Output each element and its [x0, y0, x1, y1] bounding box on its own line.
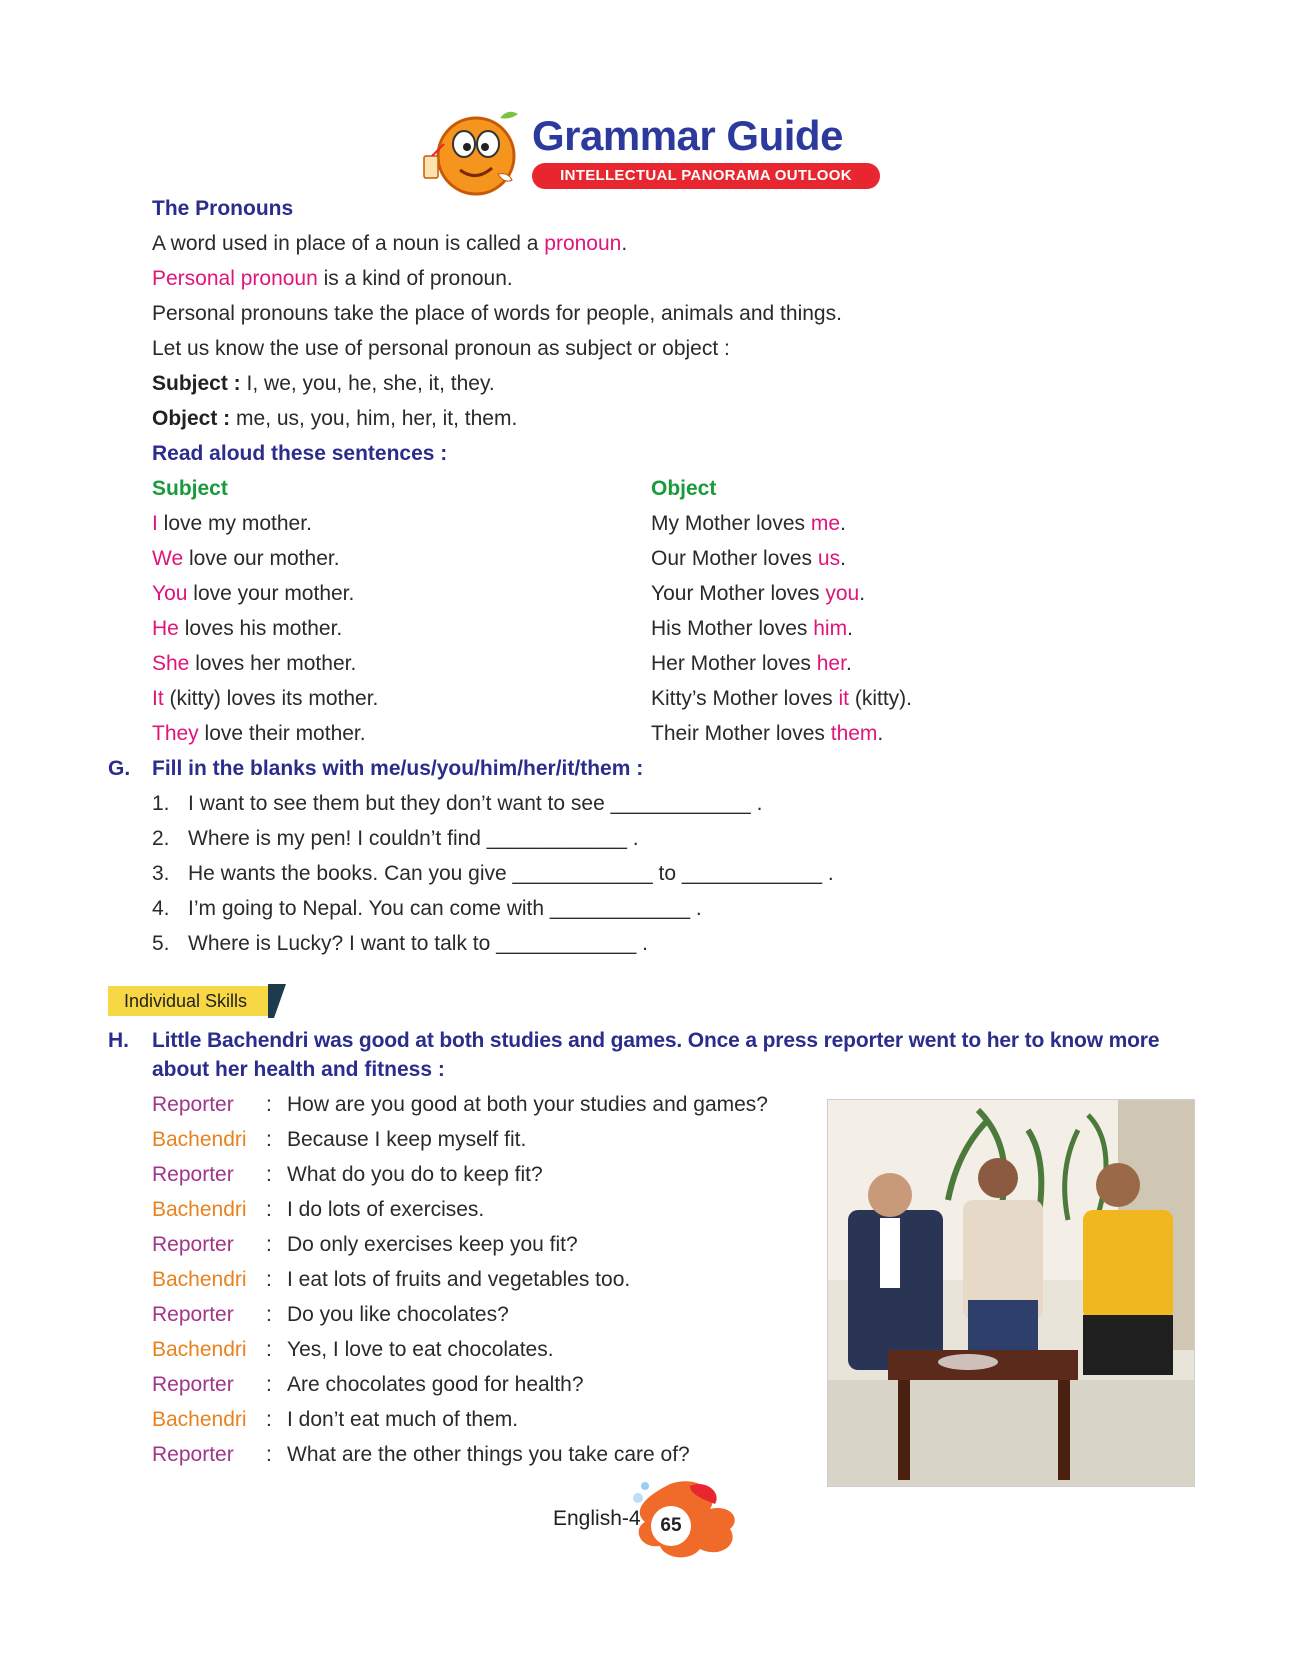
dialogue-speaker: Reporter: [152, 1373, 234, 1396]
object-pronoun: you: [825, 582, 860, 605]
dialogue-text: I eat lots of fruits and vegetables too.: [287, 1268, 631, 1291]
dialogue-colon: :: [266, 1408, 272, 1431]
exercise-g-item-text: I want to see them but they don’t want to see ____________ .: [188, 792, 763, 815]
object-pronoun: me: [810, 512, 841, 535]
exercise-g-item-text: I’m going to Nepal. You can come with ____________ .: [188, 897, 702, 920]
dialogue-speaker: Bachendri: [152, 1338, 247, 1361]
dialogue-colon: :: [266, 1093, 272, 1116]
object-column-heading: Object: [651, 477, 717, 500]
dialogue-text: Do only exercises keep you fit?: [287, 1233, 578, 1256]
individual-skills-tag: Individual Skills: [108, 986, 270, 1016]
subject-rest: love your mother.: [187, 582, 355, 605]
dialogue-speaker: Reporter: [152, 1093, 234, 1116]
subject-pronoun: It: [152, 687, 164, 710]
dialogue-colon: :: [266, 1303, 272, 1326]
object-pronoun: it: [838, 687, 850, 710]
personal-description: Personal pronouns take the place of words for people, animals and things.: [152, 302, 842, 325]
dialogue-speaker: Bachendri: [152, 1128, 247, 1151]
exercise-h-instruction-cont: about her health and fitness :: [152, 1058, 445, 1081]
subject-sentence: [152, 616, 342, 642]
dialogue-text: How are you good at both your studies and games?: [287, 1093, 768, 1116]
object-post: .: [859, 582, 866, 605]
dialogue-colon: :: [266, 1338, 272, 1361]
object-post: .: [845, 652, 852, 675]
personal-suffix: is a kind of pronoun.: [317, 267, 513, 290]
definition-term: pronoun: [544, 232, 622, 255]
dialogue-speaker: Reporter: [152, 1303, 234, 1326]
subject-pronoun: We: [152, 547, 184, 570]
subject-rest: love our mother.: [183, 547, 340, 570]
exercise-g-item-text: He wants the books. Can you give ____________ to ____________ .: [188, 862, 834, 885]
dialogue-colon: :: [266, 1198, 272, 1221]
interview-photo: [827, 1099, 1195, 1487]
object-post: .: [877, 722, 884, 745]
exercise-g-item-number: 5.: [152, 932, 170, 955]
dialogue-text: Do you like chocolates?: [287, 1303, 509, 1326]
object-sentence: [651, 651, 852, 677]
section-heading: The Pronouns: [152, 197, 294, 220]
subject-sentence: [152, 686, 378, 712]
dialogue-text: What do you do to keep fit?: [287, 1163, 543, 1186]
exercise-h-instruction: Little Bachendri was good at both studies and games. Once a press reporter went to her to know more: [152, 1029, 1160, 1052]
logo-subtitle: INTELLECTUAL PANORAMA OUTLOOK: [532, 163, 880, 189]
object-pronoun: her: [816, 652, 846, 675]
dialogue-text: Because I keep myself fit.: [287, 1128, 527, 1151]
object-label: Object :: [152, 407, 231, 430]
object-sentence: [651, 581, 865, 607]
subject-sentence: [152, 651, 356, 677]
definition-suffix: .: [621, 232, 628, 255]
dialogue-speaker: Bachendri: [152, 1268, 247, 1291]
object-sentence: [651, 511, 846, 537]
dialogue-colon: :: [266, 1233, 272, 1256]
dialogue-colon: :: [266, 1268, 272, 1291]
object-pronoun: him: [813, 617, 848, 640]
object-pre: Our Mother loves: [651, 547, 818, 570]
footer-book-label: English-4: [553, 1507, 641, 1530]
object-post: (kitty).: [849, 687, 913, 710]
subject-rest: loves her mother.: [189, 652, 357, 675]
subject-sentence: [152, 511, 312, 537]
dialogue-text: What are the other things you take care of?: [287, 1443, 690, 1466]
object-pre: Kitty’s Mother loves: [651, 687, 839, 710]
dialogue-colon: :: [266, 1443, 272, 1466]
exercise-g-item-number: 3.: [152, 862, 170, 885]
dialogue-text: I don’t eat much of them.: [287, 1408, 519, 1431]
dialogue-colon: :: [266, 1128, 272, 1151]
subject-column-heading: Subject: [152, 477, 228, 500]
dialogue-text: I do lots of exercises.: [287, 1198, 485, 1221]
object-line: [152, 406, 517, 432]
object-sentence: [651, 686, 912, 712]
tag-corner-icon: [268, 984, 286, 1024]
object-sentence: [651, 546, 846, 572]
subject-list: I, we, you, he, she, it, they.: [240, 372, 495, 395]
dialogue-colon: :: [266, 1373, 272, 1396]
dialogue-speaker: Bachendri: [152, 1408, 247, 1431]
subject-rest: love my mother.: [157, 512, 312, 535]
dialogue-speaker: Reporter: [152, 1443, 234, 1466]
object-pre: Their Mother loves: [651, 722, 831, 745]
subject-pronoun: You: [152, 582, 188, 605]
subject-rest: love their mother.: [198, 722, 366, 745]
exercise-h-letter: H.: [108, 1029, 129, 1052]
subject-sentence: [152, 721, 366, 747]
exercise-g-item-number: 1.: [152, 792, 170, 815]
object-pre: Your Mother loves: [651, 582, 826, 605]
dialogue-text: Yes, I love to eat chocolates.: [287, 1338, 554, 1361]
logo-mascot-icon: [418, 104, 528, 200]
exercise-g-instruction: Fill in the blanks with me/us/you/him/her/it/them :: [152, 757, 644, 780]
page-number: 65: [651, 1506, 691, 1546]
object-post: .: [847, 617, 853, 640]
personal-term: Personal pronoun: [152, 267, 318, 290]
object-sentence: [651, 616, 853, 642]
dialogue-colon: :: [266, 1163, 272, 1186]
dialogue-text: Are chocolates good for health?: [287, 1373, 584, 1396]
object-pre: His Mother loves: [651, 617, 814, 640]
subject-pronoun: She: [152, 652, 190, 675]
exercise-g-item-text: Where is my pen! I couldn’t find ____________ .: [188, 827, 639, 850]
subject-pronoun: He: [152, 617, 179, 640]
subject-pronoun: I: [152, 512, 158, 535]
definition-prefix: A word used in place of a noun is called a: [152, 232, 545, 255]
exercise-g-letter: G.: [108, 757, 131, 780]
dialogue-speaker: Reporter: [152, 1233, 234, 1256]
subject-sentence: [152, 546, 340, 572]
exercise-g-item-number: 4.: [152, 897, 170, 920]
read-aloud-heading: Read aloud these sentences :: [152, 442, 448, 465]
exercise-g-item-text: Where is Lucky? I want to talk to ____________ .: [188, 932, 648, 955]
subject-label: Subject :: [152, 372, 241, 395]
subject-sentence: [152, 581, 354, 607]
personal-pronoun-line: [152, 266, 513, 292]
dialogue-speaker: Bachendri: [152, 1198, 247, 1221]
object-post: .: [840, 547, 846, 570]
dialogue-speaker: Reporter: [152, 1163, 234, 1186]
logo-title: Grammar Guide: [532, 112, 843, 159]
object-pre: Her Mother loves: [651, 652, 817, 675]
subject-line: [152, 371, 495, 397]
exercise-g-item-number: 2.: [152, 827, 170, 850]
object-sentence: [651, 721, 883, 747]
object-post: .: [840, 512, 846, 535]
subject-pronoun: They: [152, 722, 199, 745]
object-list: me, us, you, him, her, it, them.: [230, 407, 518, 430]
subject-rest: (kitty) loves its mother.: [163, 687, 379, 710]
intro-line: Let us know the use of personal pronoun as subject or object :: [152, 337, 730, 360]
object-pre: My Mother loves: [651, 512, 811, 535]
definition-line: [152, 231, 627, 257]
object-pronoun: them: [830, 722, 878, 745]
object-pronoun: us: [817, 547, 841, 570]
subject-rest: loves his mother.: [178, 617, 343, 640]
